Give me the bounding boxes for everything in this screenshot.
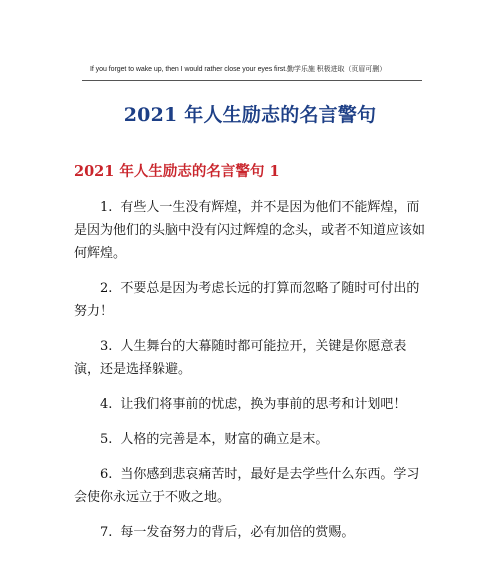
quote-number: 3. (100, 339, 113, 354)
quote-item (74, 463, 426, 509)
header-divider (82, 80, 422, 81)
quote-text: 人格的完善是本，财富的确立是末。 (120, 432, 329, 447)
quote-number: 2. (100, 281, 113, 296)
quote-text: 每一发奋努力的背后，必有加倍的赏赐。 (120, 525, 355, 540)
quote-item (74, 393, 426, 416)
quote-item (74, 335, 426, 381)
quote-item (74, 428, 426, 451)
quote-number: 1. (100, 200, 113, 215)
quote-list (74, 196, 426, 556)
quote-item (74, 196, 426, 265)
quote-number: 5. (100, 432, 113, 447)
quote-item (74, 521, 426, 544)
quote-text: 不要总是因为考虑长远的打算而忽略了随时可付出的努力！ (74, 281, 420, 319)
document-title: 2021 年人生励志的名言警句 (123, 104, 377, 126)
quote-number: 7. (100, 525, 113, 540)
quote-item (74, 277, 426, 323)
quote-text: 人生舞台的大幕随时都可能拉开，关键是你愿意表演，还是选择躲避。 (74, 339, 407, 377)
quote-number: 4. (100, 397, 113, 412)
quote-text: 当你感到悲哀痛苦时，最好是去学些什么东西。学习会使你永远立于不败之地。 (74, 467, 420, 505)
page-header-text: If you forget to wake up, then I would rather close your eyes first.勤学乐施 积极进取（页眉可删） (90, 66, 387, 73)
quote-text: 让我们将事前的忧虑，换为事前的思考和计划吧！ (120, 397, 407, 412)
quote-text: 有些人一生没有辉煌，并不是因为他们不能辉煌，而是因为他们的头脑中没有闪过辉煌的念头，或者不知道应该如何辉煌。 (74, 200, 426, 261)
section-title: 2021 年人生励志的名言警句 1 (74, 163, 280, 180)
quote-number: 6. (100, 467, 113, 482)
